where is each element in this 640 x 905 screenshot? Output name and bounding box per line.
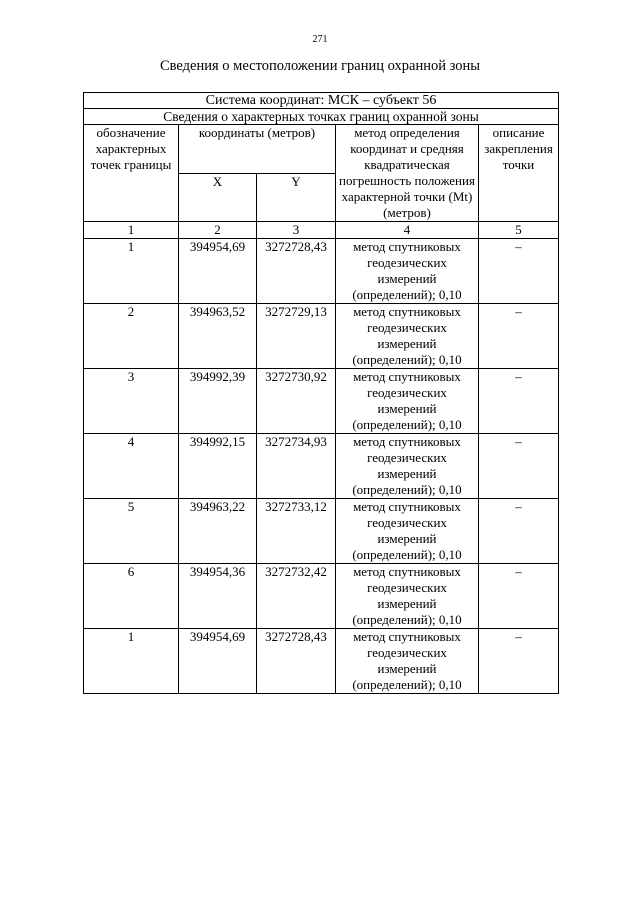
info-header-row (84, 109, 559, 125)
x-coordinate-cell: 394954,69 (179, 239, 257, 304)
description-cell: – (479, 239, 559, 304)
column-number: 2 (179, 222, 257, 239)
description-cell: – (479, 629, 559, 694)
method-cell: метод спутниковых геодезических измерений (определений); 0,10 (336, 564, 479, 629)
x-coordinate-cell: 394963,52 (179, 304, 257, 369)
desc-label-header: описание закрепления точки (479, 125, 559, 222)
table-row (84, 629, 559, 694)
y-coordinate-cell: 3272732,42 (257, 564, 336, 629)
x-coordinate-cell: 394954,36 (179, 564, 257, 629)
column-number: 4 (336, 222, 479, 239)
table-row (84, 304, 559, 369)
y-coordinate-cell: 3272729,13 (257, 304, 336, 369)
coordinates-table (83, 92, 559, 694)
description-cell: – (479, 304, 559, 369)
y-coordinate-cell: 3272728,43 (257, 629, 336, 694)
x-coordinate-cell: 394963,22 (179, 499, 257, 564)
y-label-header: Y (257, 173, 336, 222)
page-number: 271 (312, 34, 328, 45)
column-number: 3 (257, 222, 336, 239)
point-cell: 2 (84, 304, 179, 369)
y-coordinate-cell: 3272728,43 (257, 239, 336, 304)
point-label-header: обозначение характерных точек границы (84, 125, 179, 222)
point-cell: 1 (84, 239, 179, 304)
method-cell: метод спутниковых геодезических измерений (определений); 0,10 (336, 239, 479, 304)
page-title: Сведения о местоположении границ охранной зоны (159, 58, 480, 74)
description-cell: – (479, 564, 559, 629)
x-label-header: X (179, 173, 257, 222)
description-cell: – (479, 369, 559, 434)
point-cell: 4 (84, 434, 179, 499)
method-cell: метод спутниковых геодезических измерений (определений); 0,10 (336, 499, 479, 564)
point-cell: 5 (84, 499, 179, 564)
y-coordinate-cell: 3272733,12 (257, 499, 336, 564)
column-header-row (84, 125, 559, 174)
table-row (84, 239, 559, 304)
point-cell: 1 (84, 629, 179, 694)
x-coordinate-cell: 394954,69 (179, 629, 257, 694)
point-cell: 3 (84, 369, 179, 434)
table-row (84, 434, 559, 499)
points-info-header: Сведения о характерных точках границ охранной зоны (84, 109, 559, 125)
system-header-row (84, 93, 559, 109)
method-label-header: метод определения координат и средняя квадратическая погрешность положения характерной точки (Mt) (метров) (336, 125, 479, 222)
coordinate-system-header: Система координат: МСК – субъект 56 (84, 93, 559, 109)
description-cell: – (479, 434, 559, 499)
column-number: 1 (84, 222, 179, 239)
column-number-row (84, 222, 559, 239)
table-row (84, 564, 559, 629)
coords-label-header: координаты (метров) (179, 125, 336, 174)
table-row (84, 369, 559, 434)
x-coordinate-cell: 394992,15 (179, 434, 257, 499)
point-cell: 6 (84, 564, 179, 629)
method-cell: метод спутниковых геодезических измерений (определений); 0,10 (336, 369, 479, 434)
column-number: 5 (479, 222, 559, 239)
description-cell: – (479, 499, 559, 564)
method-cell: метод спутниковых геодезических измерений (определений); 0,10 (336, 629, 479, 694)
y-coordinate-cell: 3272730,92 (257, 369, 336, 434)
method-cell: метод спутниковых геодезических измерений (определений); 0,10 (336, 304, 479, 369)
method-cell: метод спутниковых геодезических измерений (определений); 0,10 (336, 434, 479, 499)
y-coordinate-cell: 3272734,93 (257, 434, 336, 499)
table-row (84, 499, 559, 564)
x-coordinate-cell: 394992,39 (179, 369, 257, 434)
